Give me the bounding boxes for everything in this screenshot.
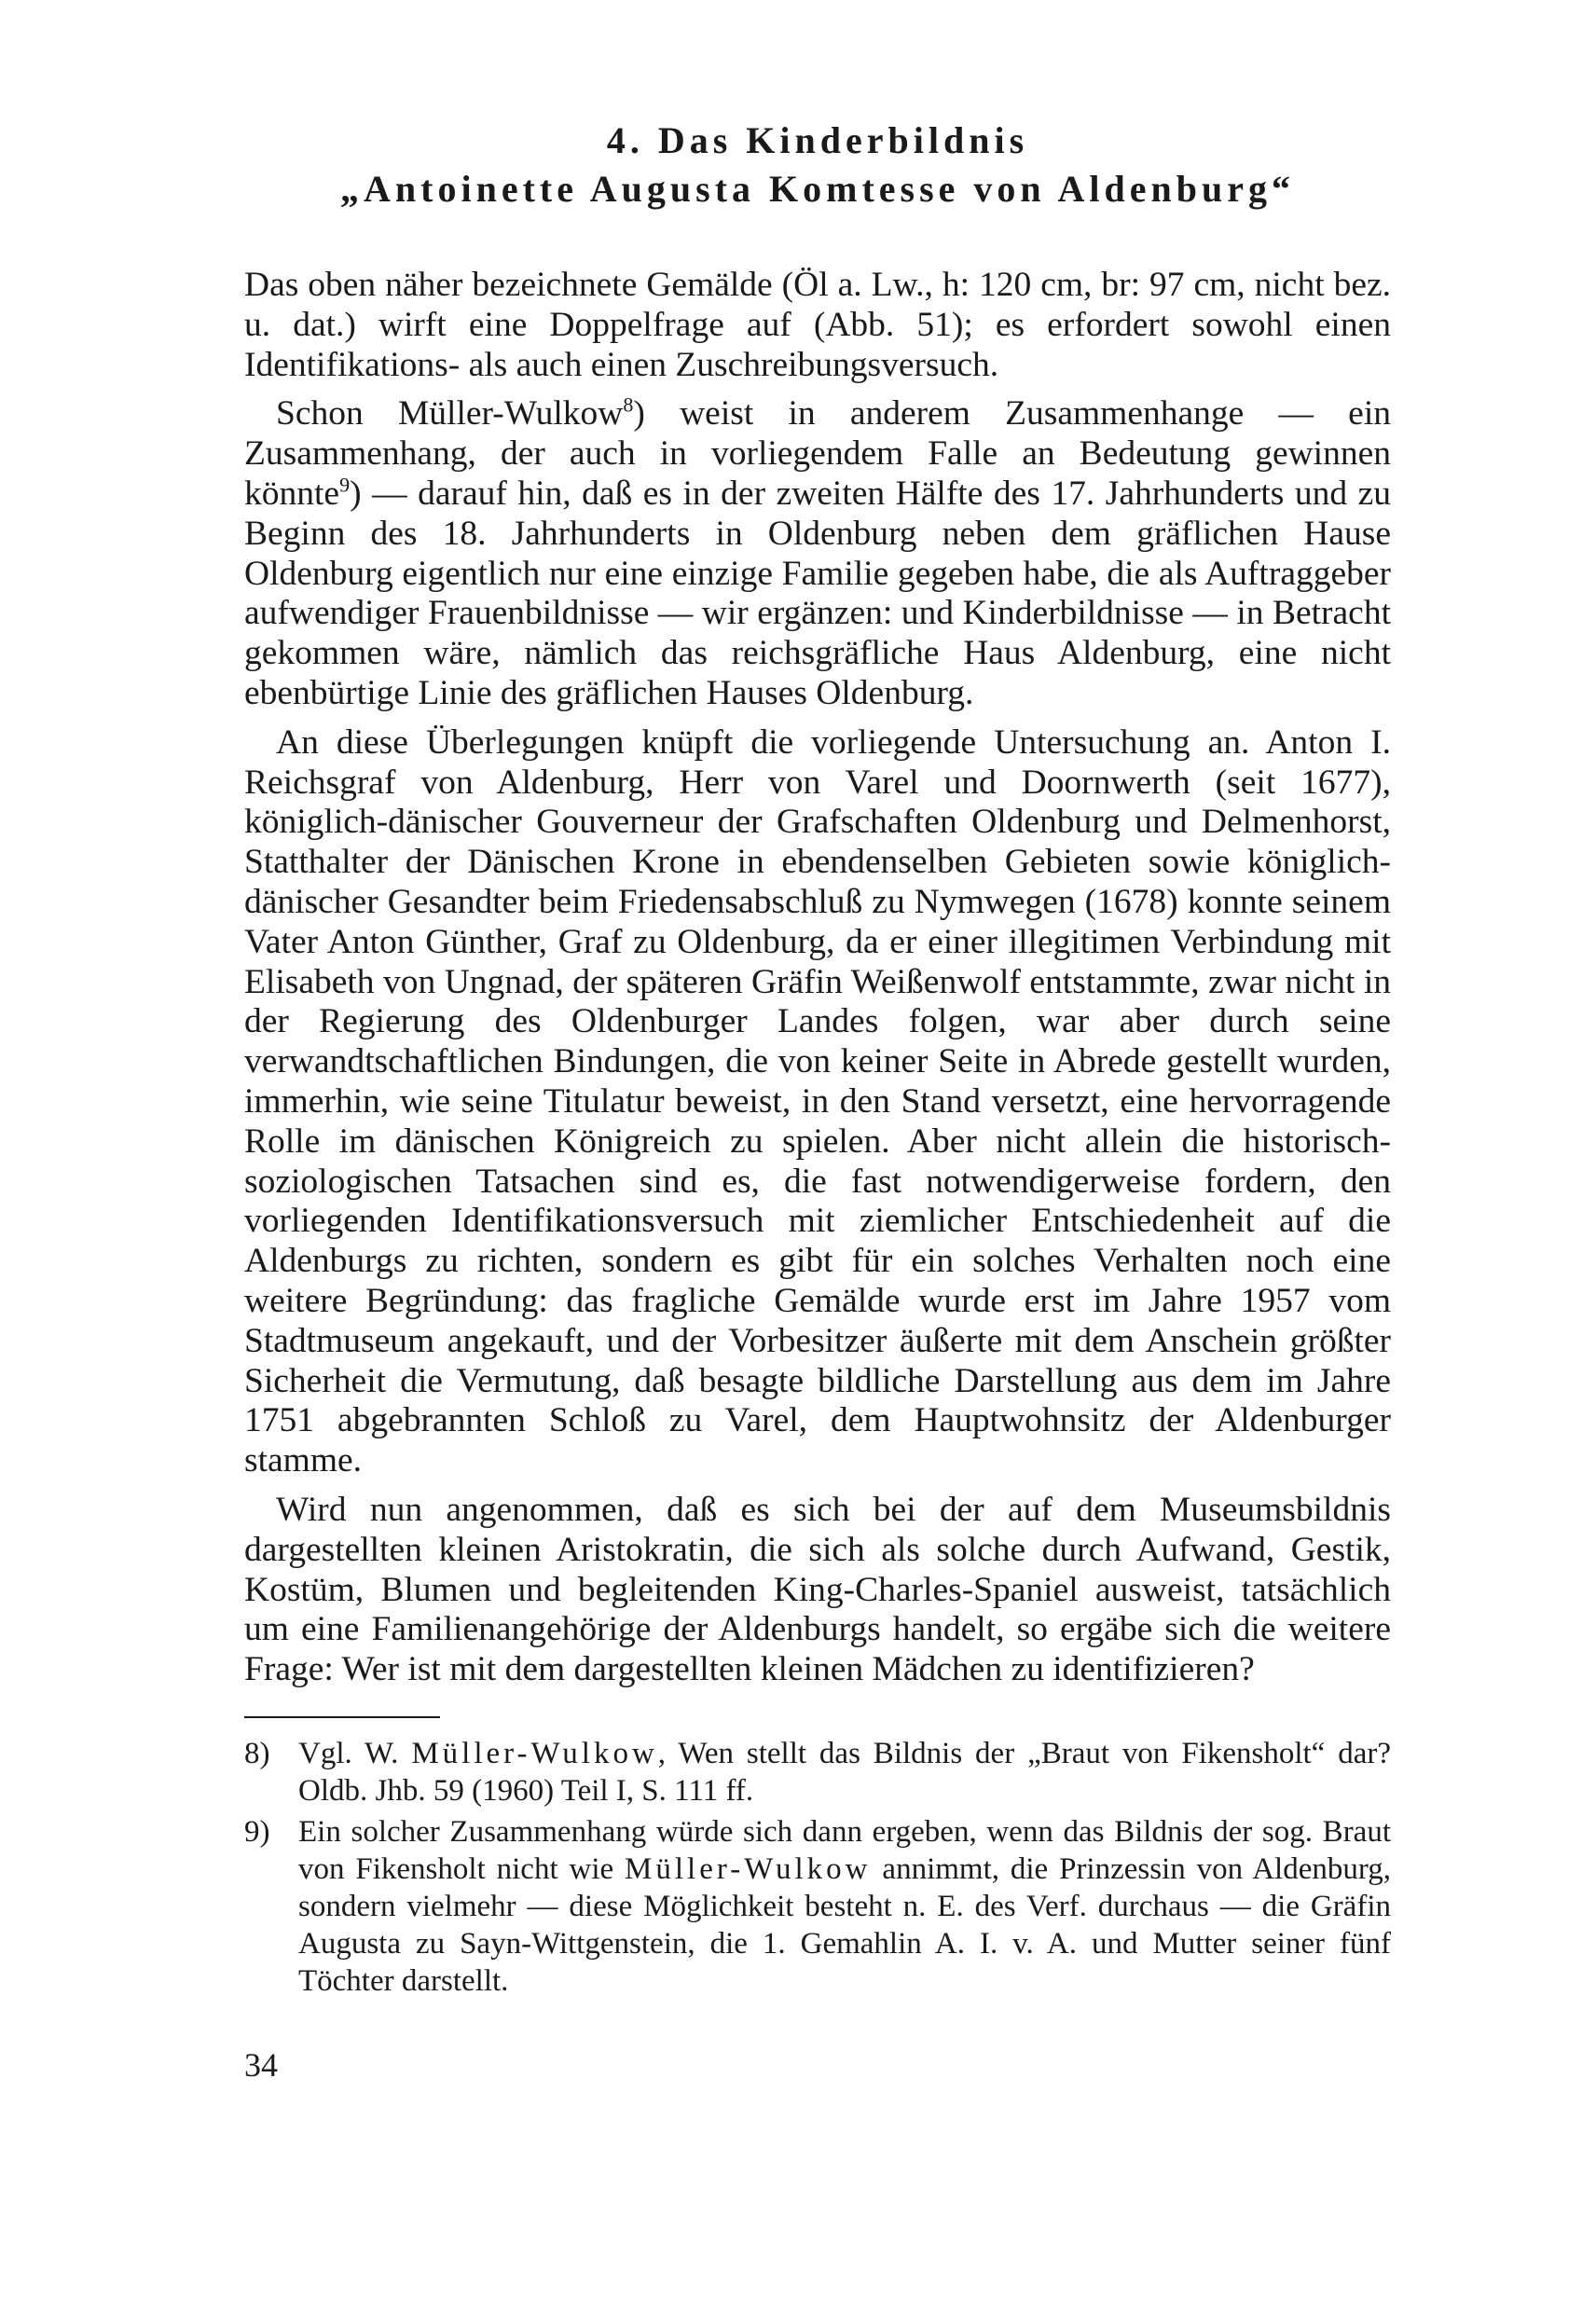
paragraph-2 xyxy=(244,394,1391,713)
footnotes xyxy=(244,1735,1391,2000)
paragraph-1: Das oben näher bezeichnete Gemälde (Öl a. Lw., h: 120 cm, br: 97 cm, nicht bez. u. dat.) wirft eine Doppelfrage auf (Abb. 51); es erfordert sowohl einen Identifikations- als auch einen Zuschreibungsversuch. xyxy=(244,266,1391,384)
paragraph-4: Wird nun angenommen, daß es sich bei der auf dem Museumsbildnis dargestellten kleinen Aristokratin, die sich als solche durch Aufwand, Gestik, Kostüm, Blumen und begleitenden King-Charles-Spaniel ausweist, tatsächlich um eine Familienangehörige der Aldenburgs handelt, so ergäbe sich die weitere Frage: Wer ist mit dem dargestellten kleinen Mädchen zu identifizieren? xyxy=(244,1490,1391,1689)
footnote-ref-9: 9 xyxy=(339,473,351,497)
paragraph-2-part-1: Schon Müller-Wulkow xyxy=(276,394,624,434)
footnote-divider xyxy=(244,1716,440,1718)
footnote-8 xyxy=(244,1735,1391,1810)
body-text xyxy=(244,266,1391,1690)
heading-line-2: „Antoinette Augusta Komtesse von Aldenburg“ xyxy=(340,168,1295,210)
paragraph-3: An diese Überlegungen knüpft die vorliegende Untersuchung an. Anton I. Reichsgraf von Aldenburg, Herr von Varel und Doornwerth (seit 1677), königlich-dänischer Gouverneur der Grafschaften Oldenburg und Delmenhorst, Statthalter der Dänischen Krone in ebendenselben Gebieten sowie königlich-dänischer Gesandter beim Friedensabschluß zu Nymwegen (1678) konnte seinem Vater Anton Günther, Graf zu Oldenburg, da er einer illegitimen Verbindung mit Elisabeth von Ungnad, der späteren Gräfin Weißenwolf entstammte, zwar nicht in der Regierung des Oldenburger Landes folgen, war aber durch seine verwandtschaftlichen Bindungen, die von keiner Seite in Abrede gestellt wurden, immerhin, wie seine Titulatur beweist, in den Stand versetzt, eine hervorragende Rolle im dänischen Königreich zu spielen. Aber nicht allein die historisch-soziologischen Tatsachen sind es, die fast notwendigerweise fordern, den vorliegenden Identifikationsversuch mit ziemlicher Entschiedenheit auf die Aldenburgs zu richten, sondern es gibt für ein solches Verhalten noch eine weitere Begründung: das fragliche Gemälde wurde erst im Jahre 1957 vom Stadtmuseum angekauft, und der Vorbesitzer äußerte mit dem Anschein größter Sicherheit die Vermutung, daß besagte bildliche Darstellung aus dem im Jahre 1751 abgebrannten Schloß zu Varel, dem Hauptwohnsitz der Aldenburger stamme. xyxy=(244,722,1391,1480)
footnote-text xyxy=(298,1813,1391,2000)
footnote-9 xyxy=(244,1813,1391,2000)
footnote-text-pre: Ein solcher Zusammenhang würde sich dann ergeben, wenn das Bildnis der sog. Braut von Fikensholt nicht wie xyxy=(298,1814,1391,1886)
page-number: 34 xyxy=(244,2046,278,2084)
document-page xyxy=(244,117,1391,2003)
heading-line-1: 4. Das Kinderbildnis xyxy=(606,119,1029,161)
footnote-ref-8: 8 xyxy=(623,392,634,417)
paragraph-2-part-2: ) weist in anderem Zusammenhange — ein Zusammenhang, der auch in vorliegendem Falle an Bedeutung gewinnen könnte xyxy=(244,394,1391,513)
paragraph-2-part-3: ) — darauf hin, daß es in der zweiten Hälfte des 17. Jahrhunderts und zu Beginn des 18. Jahrhunderts in Oldenburg neben dem gräflichen Hause Oldenburg eigentlich nur eine einzige Familie gegeben habe, die als Auftraggeber aufwendiger Frauenbildnisse — wir ergänzen: und Kinderbildnisse — in Betracht gekommen wäre, nämlich das reichsgräfliche Haus Aldenburg, eine nicht ebenbürtige Linie des gräflichen Hauses Oldenburg. xyxy=(244,474,1391,712)
footnote-author-name: Müller-Wulkow xyxy=(411,1736,658,1770)
footnote-number: 8) xyxy=(244,1736,270,1770)
footnote-number: 9) xyxy=(244,1814,270,1849)
footnote-text-pre: Vgl. W. xyxy=(298,1736,412,1770)
section-heading xyxy=(244,117,1391,213)
footnote-author-name: Müller-Wulkow xyxy=(625,1851,872,1886)
footnote-text xyxy=(298,1735,1391,1810)
footnote-text-post: annimmt, die Prinzessin von Aldenburg, sondern vielmehr — diese Möglichkeit besteht n. E. des Verf. durchaus — die Gräfin Augusta zu Sayn-Wittgenstein, die 1. Gemahlin A. I. v. A. und Mutter seiner fünf Töchter darstellt. xyxy=(298,1851,1391,1998)
footnote-text-post: , Wen stellt das Bildnis der „Braut von Fikensholt“ dar? Oldb. Jhb. 59 (1960) Teil I, S. 111 ff. xyxy=(298,1736,1391,1808)
